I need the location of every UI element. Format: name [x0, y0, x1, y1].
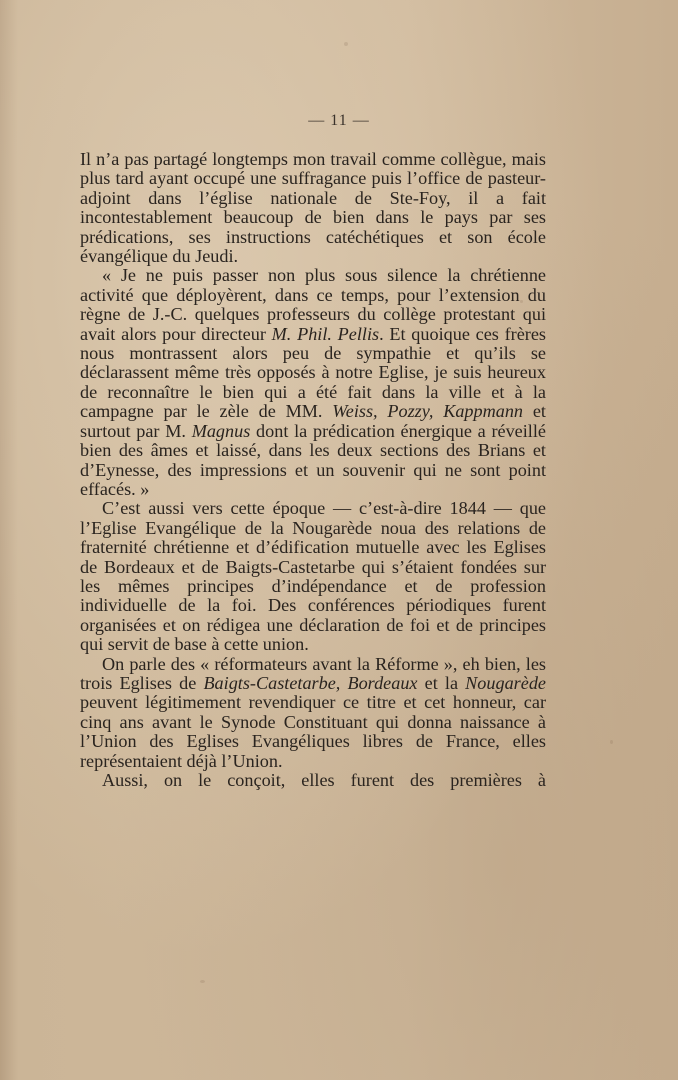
body-text [80, 150, 546, 790]
text-run: dont la prédication énergique a réveillé bien des âmes et laissé, dans les deux sections des Brians et d’Eynesse, des impressions et un souvenir qui ne sont point effacés. » [80, 420, 546, 499]
text-run: C’est aussi vers cette époque — c’est-à-dire 1844 — que l’Eglise Evangélique de la Nougarède noua des relations de fraternité chrétienne et d’édification mutuelle avec les Eglises de Bordeaux et de Baigts-Castetarbe qui s’étaient fondées sur les mêmes principes d’indépendance et de profession individuelle de la foi. Des conférences périodiques furent organisées et on rédigea une déclaration de foi et de principes qui servit de base à cette union. [80, 498, 546, 655]
paragraph [80, 771, 546, 790]
text-run: « Je ne puis passer non plus sous silence la chrétienne activité que déployèrent, dans ce temps, pour l’extension du règne de J.-C. quelques professeurs du collège protestant qui avait alors pour directeur [80, 265, 546, 344]
paper-stain [610, 740, 613, 744]
paragraph [80, 655, 546, 771]
text-run: . Et quoique ces frères nous montrassent alors peu de sympathie et qu’ils se déclarassent même très opposés à notre Eglise, je suis heureux de reconnaître le bien qui a été fait dans la ville et à la campagne par le zèle de MM. [80, 323, 546, 422]
text-run: peuvent légitimement revendiquer ce titre et cet honneur, car cinq ans avant le Synode Constituant qui donna naissance à l’Union des Eglises Evangéliques libres de France, elles représentaient déjà l’Union. [80, 692, 546, 771]
paper-stain [200, 980, 205, 983]
paper-stain [344, 42, 348, 46]
text-run: Il n’a pas partagé longtemps mon travail comme collègue, mais plus tard ayant occupé une suffragance puis l’office de pasteur-adjoint dans l’église nationale de Ste-Foy, il a fait incontestablement beaucoup de bien dans le pays par ses prédications, ses instructions catéchétiques et son école évangélique du Jeudi. [80, 149, 546, 267]
italic-text: Nougarède [465, 672, 546, 693]
page-number: — 11 — [308, 112, 370, 129]
text-run: Aussi, on le conçoit, elles furent des premières à [102, 770, 546, 790]
italic-text: M. Phil. Pellis [271, 323, 380, 344]
text-run: et la [417, 672, 466, 693]
text-run: et surtout par M. [80, 401, 546, 441]
italic-text: Baigts-Castetarbe, Bordeaux [203, 672, 418, 693]
italic-text: Magnus [191, 420, 251, 441]
text-run: On parle des « réformateurs avant la Réforme », eh bien, les trois Eglises de [80, 653, 546, 693]
paragraph [80, 499, 546, 654]
paragraph [80, 266, 546, 499]
paragraph [80, 150, 546, 266]
italic-text: Weiss, Pozzy, Kappmann [332, 401, 524, 422]
